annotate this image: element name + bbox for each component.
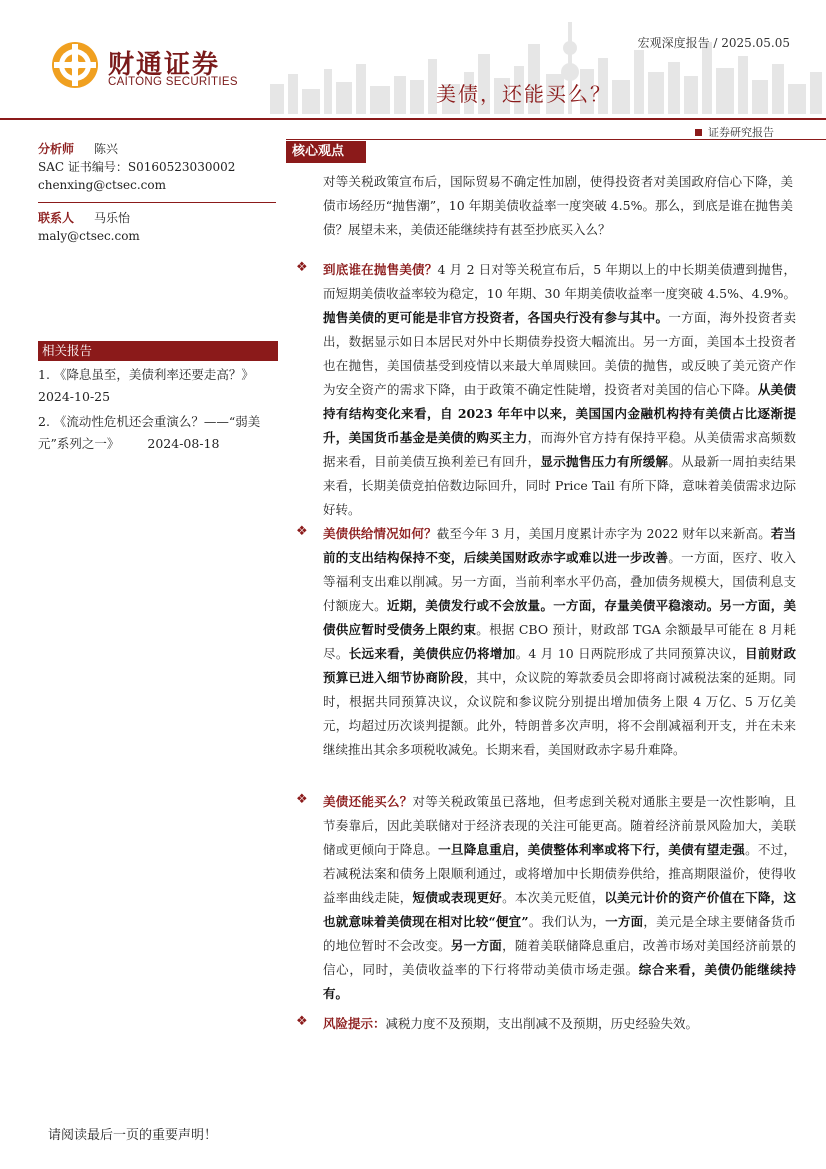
diamond-bullet-icon: ❖ xyxy=(296,260,308,275)
related-report-date: 2024-08-18 xyxy=(147,436,220,451)
section-heading: 到底谁在抛售美债？ xyxy=(323,262,438,277)
section-body xyxy=(323,522,796,762)
emphasis-text: 另一方面 xyxy=(450,938,503,953)
diamond-bullet-icon: ❖ xyxy=(296,1014,308,1029)
emphasis-text: 目前财政预算已进入细节协商阶段 xyxy=(323,646,796,685)
related-report-item[interactable] xyxy=(38,411,278,455)
body-text: ，而海外官方持有保持平稳。从美债需求高频数据来看，目前美债互换利差已有回升， xyxy=(323,430,796,469)
emphasis-text: 以美元计价的资产价值在下降，这也就意味着美债现在相对比较“便宜” xyxy=(323,890,796,929)
body-text: 减税力度不及预期，支出削减不及预期，历史经验失效。 xyxy=(385,1016,699,1031)
analyst-email[interactable]: chenxing@ctsec.com xyxy=(38,178,166,192)
contact-label: 联系人 xyxy=(38,211,75,225)
contact-row xyxy=(38,209,278,227)
section-heading: 美债还能买么？ xyxy=(323,794,413,809)
section-can-buy xyxy=(296,790,796,1006)
footer-notice: 请阅读最后一页的重要声明！ xyxy=(48,1128,218,1143)
related-reports-header: 相关报告 xyxy=(38,341,278,361)
analyst-row xyxy=(38,140,278,158)
emphasis-text: 一旦降息重启，美债整体利率或将下行，美债有望走强 xyxy=(438,842,746,857)
caitong-logo-icon xyxy=(50,40,100,90)
emphasis-text: 从美债持有结构变化来看，自 2023 年年中以来，美国国内金融机构持有美债占比逐渐提升，美国货币基金是美债的购买主力 xyxy=(323,382,796,445)
emphasis-text: 若当前的支出结构保持不变，后续美国财政赤字或难以进一步改善 xyxy=(323,526,796,565)
body-text: 截至今年 3 月，美国月度累计赤字为 2022 财年以来新高。 xyxy=(436,526,771,541)
analyst-label: 分析师 xyxy=(38,142,75,156)
diamond-bullet-icon: ❖ xyxy=(296,792,308,807)
report-date: 2025.05.05 xyxy=(721,36,790,50)
body-text: ，随着美联储降息重启，改善市场对美国经济前景的信心，同时，美债收益率的下行将带动美债市场走强。 xyxy=(323,938,796,977)
body-text: 对等关税政策虽已落地，但考虑到关税对通胀主要是一次性影响，且节奏靠后，因此美联储对于经济表现的关注可能更高。随着经济前景风险加大，美联储或更倾向于降息。 xyxy=(323,794,796,857)
analyst-name: 陈兴 xyxy=(94,142,119,156)
body-text: ，其中，众议院的筹款委员会即将商讨减税法案的延期。同时，根据共同预算决议，众议院和参议院分别提出增加债务上限 4 万亿、5 万亿美元，均超过历次谈判提额。此外，特朗普多次声明，将不会削减福利开支，并在未来继续推出其余多项税收减免。长期来看，美国财政赤字易升难降。 xyxy=(323,670,796,757)
company-name-en: CAITONG SECURITIES xyxy=(108,76,238,88)
body-text: ，美元是全球主要储备货币的地位暂时不会改变。 xyxy=(323,914,796,953)
sidebar xyxy=(38,140,278,455)
emphasis-text: 近期，美债发行或不会放量。一方面，存量美债平稳滚动。另一方面，美债供应暂时受债务上限约束 xyxy=(323,598,796,637)
emphasis-text: 显示抛售压力有所缓解 xyxy=(540,454,669,469)
body-text: 。本次美元贬值， xyxy=(502,890,605,905)
section-risk xyxy=(296,1012,796,1036)
section-heading: 风险提示： xyxy=(323,1016,386,1031)
core-divider xyxy=(286,139,826,140)
emphasis-text: 综合来看，美债仍能继续持有。 xyxy=(323,962,796,1001)
section-supply xyxy=(296,522,796,762)
section-heading: 美债供给情况如何？ xyxy=(323,526,437,541)
related-report-title[interactable]: 2. 《流动性危机还会重演么？——“弱美元”系列之一》 xyxy=(38,414,261,451)
report-series: 宏观深度报告 xyxy=(637,36,710,50)
report-type xyxy=(695,124,774,140)
section-who-sells xyxy=(296,258,796,522)
emphasis-text: 抛售美债的更可能是非官方投资者，各国央行没有参与其中。 xyxy=(323,310,669,325)
report-type-label: 证券研究报告 xyxy=(708,126,774,139)
slash-divider: / xyxy=(713,36,722,50)
body-text: 。从最新一周拍卖结果来看，长期美债竞拍倍数边际回升，同时 Price Tail 有所下降，意味着美债需求边际好转。 xyxy=(323,454,796,517)
related-report-title[interactable]: 1. 《降息虽至，美债利率还要走高？》 xyxy=(38,367,254,382)
emphasis-text: 长远来看，美债供应仍将增加 xyxy=(348,646,516,661)
core-view-label: 核心观点 xyxy=(286,141,366,163)
contact-email[interactable]: maly@ctsec.com xyxy=(38,229,140,243)
body-text: 。根据 CBO 预计，财政部 TGA 余额最早可能在 8 月耗尽。 xyxy=(323,622,796,661)
sac-number: S0160523030002 xyxy=(127,160,236,174)
author-divider xyxy=(38,202,276,203)
body-text: 。不过，若减税法案和债务上限顺利通过，或将增加中长期债券供给，推高期限溢价，使得收益率曲线走陡， xyxy=(323,842,796,905)
contact-name: 马乐怡 xyxy=(94,211,131,225)
body-text: 。4 月 10 日两院形成了共同预算决议， xyxy=(515,646,745,661)
section-body xyxy=(323,1012,796,1036)
square-bullet-icon xyxy=(695,129,702,136)
body-text: 一方面，海外投资者卖出，数据显示如日本居民对外中长期债券投资大幅流出。另一方面，美国本土投资者也在抛售，美国债基受到疫情以来最大单周赎回。美债的抛售，或反映了美元资产作为安全资产的需求下降，由于政策不确定性陡增，投资者对美国的信心下降。 xyxy=(323,310,796,397)
body-text: 。我们认为， xyxy=(528,914,606,929)
report-header xyxy=(0,0,826,118)
section-body xyxy=(323,790,796,1006)
sac-row xyxy=(38,158,278,176)
report-series-date xyxy=(638,34,790,51)
page-title: 美债，还能买么？ xyxy=(436,82,612,106)
section-body xyxy=(323,258,796,522)
diamond-bullet-icon: ❖ xyxy=(296,524,308,539)
core-intro: 对等关税政策宣布后，国际贸易不确定性加剧，使得投资者对美国政府信心下降，美债市场经历“抛售潮”，10 年期美债收益率一度突破 4.5%。那么，到底是谁在抛售美债？展望未来，美债还能继续持有甚至抄底买入么？ xyxy=(323,174,793,237)
related-report-item[interactable] xyxy=(38,364,278,408)
emphasis-text: 短债或表现更好 xyxy=(412,890,503,905)
body-text: 。一方面，医疗、收入等福利支出难以削减。另一方面，当前利率水平仍高，叠加债务规模大，国债利息支付额庞大。 xyxy=(323,550,796,613)
sac-label: SAC 证书编号： xyxy=(38,160,128,174)
related-report-date: 2024-10-25 xyxy=(38,389,111,404)
emphasis-text: 一方面 xyxy=(605,914,644,929)
company-name-cn: 财通证券 xyxy=(108,50,221,80)
header-divider xyxy=(0,118,826,120)
body-text: 4 月 2 日对等关税宣布后，5 年期以上的中长期美债遭到抛售，而短期美债收益率较为稳定，10 年期、30 年期美债收益率一度突破 4.5%、4.9%。 xyxy=(323,262,796,301)
